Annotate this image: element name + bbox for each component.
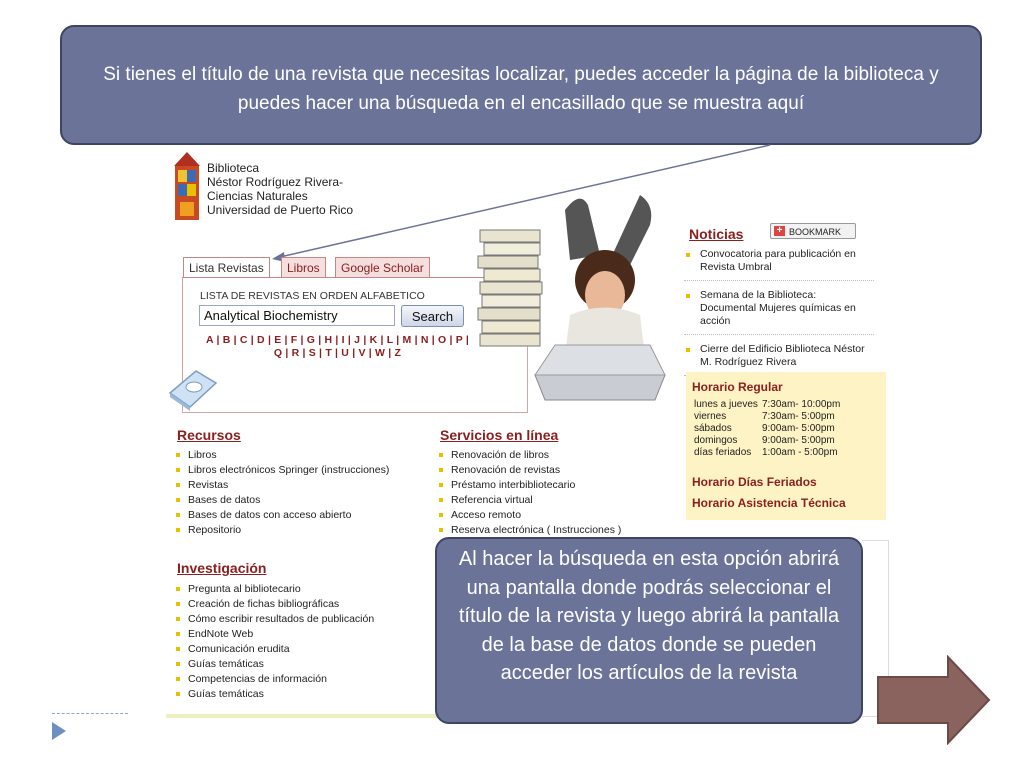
investigacion-heading: Investigación (177, 560, 267, 576)
bookmark-label: BOOKMARK (789, 227, 842, 237)
list-item[interactable]: EndNote Web (174, 627, 374, 642)
list-item[interactable]: Cómo escribir resultados de publicación (174, 612, 374, 627)
table-row (694, 447, 844, 459)
table-row (694, 435, 844, 447)
list-item[interactable]: Revistas (174, 478, 389, 493)
hours-day: sábados (694, 423, 732, 434)
list-item[interactable]: Libros electrónicos Springer (instrucciones) (174, 463, 389, 478)
list-item[interactable]: Pregunta al bibliotecario (174, 582, 374, 597)
hours-time: 1:00am - 5:00pm (761, 447, 838, 458)
alphabet-line[interactable]: A | B | C | D | E | F | G | H | I | J | K | L | M | N | O | P | (205, 334, 470, 346)
list-item[interactable]: Préstamo interbibliotecario (437, 478, 621, 493)
student-illustration (470, 185, 680, 415)
list-item[interactable]: Referencia virtual (437, 493, 621, 508)
hours-day: viernes (694, 411, 727, 422)
table-row (694, 411, 844, 423)
list-item[interactable]: Reserva electrónica ( Instrucciones ) (437, 523, 621, 538)
servicios-heading: Servicios en línea (440, 427, 559, 443)
callout-bottom-text: Al hacer la búsqueda en esta opción abrirá una pantalla donde podrás seleccionar el título de la revista y luego abrirá la pantalla de la base de datos donde se pueden acceder los artículos de la revista (458, 548, 840, 684)
news-item[interactable]: Convocatoria para publicación en Revista Umbral (684, 248, 874, 281)
news-item[interactable]: Semana de la Biblioteca: Documental Mujeres químicas en acción (684, 289, 874, 335)
journal-search-input[interactable] (199, 305, 395, 326)
tab-google-scholar[interactable]: Google Scholar (335, 257, 430, 277)
journal-list-heading: LISTA DE REVISTAS EN ORDEN ALFABETICO (200, 290, 425, 302)
list-item[interactable]: Bases de datos con acceso abierto (174, 508, 389, 523)
tab-lista-revistas[interactable]: Lista Revistas (183, 257, 270, 277)
noticias-heading: Noticias (689, 226, 744, 242)
list-item[interactable]: Renovación de libros (437, 448, 621, 463)
search-button[interactable]: Search (401, 305, 464, 327)
hours-time: 7:30am- 5:00pm (761, 411, 835, 422)
book-icon (166, 365, 220, 413)
hours-time: 9:00am- 5:00pm (761, 423, 835, 434)
hours-day: días feriados (694, 447, 752, 458)
news-item[interactable]: Cierre del Edificio Biblioteca Néstor M. Rodríguez Rivera (684, 343, 874, 376)
hours-time: 7:30am- 10:00pm (761, 399, 841, 410)
next-arrow-icon[interactable] (876, 655, 992, 745)
library-logo-icon (172, 152, 202, 222)
tab-libros[interactable]: Libros (281, 257, 326, 277)
list-item[interactable]: Acceso remoto (437, 508, 621, 523)
nav-triangle-icon (52, 722, 66, 740)
horario-feriados-link[interactable]: Horario Días Feriados (692, 475, 817, 489)
table-row (694, 423, 844, 435)
list-item[interactable]: Guías temáticas (174, 687, 374, 702)
hours-time: 9:00am- 5:00pm (761, 435, 835, 446)
investigacion-list (174, 582, 374, 702)
alphabet-index[interactable] (200, 334, 475, 360)
divider (52, 713, 128, 714)
alphabet-line[interactable]: Q | R | S | T | U | V | W | Z (273, 347, 402, 359)
list-item[interactable]: Guías temáticas (174, 657, 374, 672)
list-item[interactable]: Libros (174, 448, 389, 463)
list-item[interactable]: Renovación de revistas (437, 463, 621, 478)
library-name-line: Biblioteca (207, 161, 260, 175)
book-stack-icon (478, 230, 542, 346)
library-name-line: Universidad de Puerto Rico (207, 203, 354, 217)
library-name-line: Ciencias Naturales (207, 189, 308, 203)
list-item[interactable]: Repositorio (174, 523, 389, 538)
horario-regular-heading: Horario Regular (692, 380, 783, 394)
list-item[interactable]: Creación de fichas bibliográficas (174, 597, 374, 612)
recursos-list (174, 448, 389, 538)
callout-top-text: Si tienes el título de una revista que necesitas localizar, puedes acceder la página de la biblioteca y puedes hacer una búsqueda en el encasillado que se muestra aquí (103, 64, 939, 114)
library-name-line: Néstor Rodríguez Rivera- (207, 175, 344, 189)
recursos-heading: Recursos (177, 427, 241, 443)
table-row (694, 399, 844, 411)
list-item[interactable]: Comunicación erudita (174, 642, 374, 657)
news-list (684, 248, 874, 384)
instruction-callout-bottom (435, 537, 863, 724)
plus-icon: + (774, 226, 785, 236)
servicios-list (437, 448, 621, 538)
hours-day: lunes a jueves (694, 399, 758, 410)
list-item[interactable]: Bases de datos (174, 493, 389, 508)
library-name (207, 161, 353, 217)
bookmark-button[interactable] (770, 223, 856, 239)
horario-asistencia-link[interactable]: Horario Asistencia Técnica (692, 496, 846, 510)
hours-table (694, 399, 844, 459)
list-item[interactable]: Competencias de información (174, 672, 374, 687)
hours-day: domingos (694, 435, 738, 446)
